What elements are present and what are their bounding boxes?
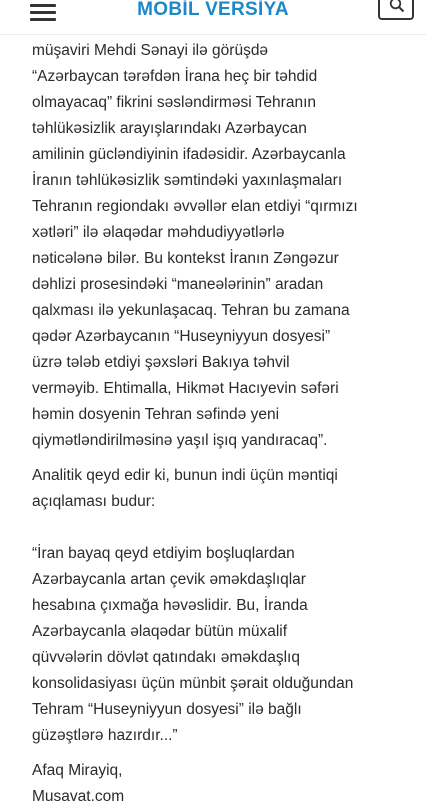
- top-bar: [0, 0, 426, 35]
- article-paragraph: müşaviri Mehdi Sənayi ilə görüşdə “Azərbaycan tərəfdən İrana heç bir təhdid olmayacaq” fikrini səsləndirməsi Tehranın təhlükəsizlik arayışlarındakı Azərbaycan amilinin gücləndiyinin ifadəsidir. Azərbaycanla İranın təhlükəsizlik səmtindəki yaxınlaşmaları Tehranın regiondakı əvvəllər elan etdiyi “qırmızı xətləri” ilə əlaqədar məhdudiyyətlərlə nəticələnə bilər. Bu kontekst İranın Zəngəzur dəhlizi prosesindəki “manеələrinin” aradan qalxması ilə yekunlaşacaq. Tehran bu zamana qədər Azərbaycanın “Huseyniyyun dosyesi” üzrə tələb etdiyi şəxsləri Bakıya təhvil verməyib. Ehtimalla, Hikmət Hacıyevin səfəri həmin dosyenin Tehran səfində yeni qiymətləndirilməsinə yaşıl işıq yandıracaq”.: [32, 42, 358, 449]
- article-signature: Afaq Mirayiq, Musavat.com: [32, 762, 125, 805]
- search-icon: [389, 0, 405, 13]
- search-button[interactable]: [378, 0, 414, 20]
- article-quote: “İran bayaq qeyd etdiyim boşluqlardan Azərbaycanla artan çevik əməkdaşlıqlar hesabına çıxmağa həvəslidir. Bu, İranda Azərbaycanla əlaqədar bütün müxalif qüvvələrin dövlət qatındakı əməkdaşlıq konsolidasiyası üçün münbit şərait olduğundan Tehram “Huseyniyyun dosyesi” ilə bağlı güzəştlərə hazırdır...”: [32, 545, 354, 744]
- article-paragraph: Analitik qeyd edir ki, bunun indi üçün məntiqi açıqlaması budur:: [32, 467, 338, 510]
- site-logo[interactable]: MOBİL VERSİYA: [137, 0, 289, 20]
- article-body: [32, 38, 417, 810]
